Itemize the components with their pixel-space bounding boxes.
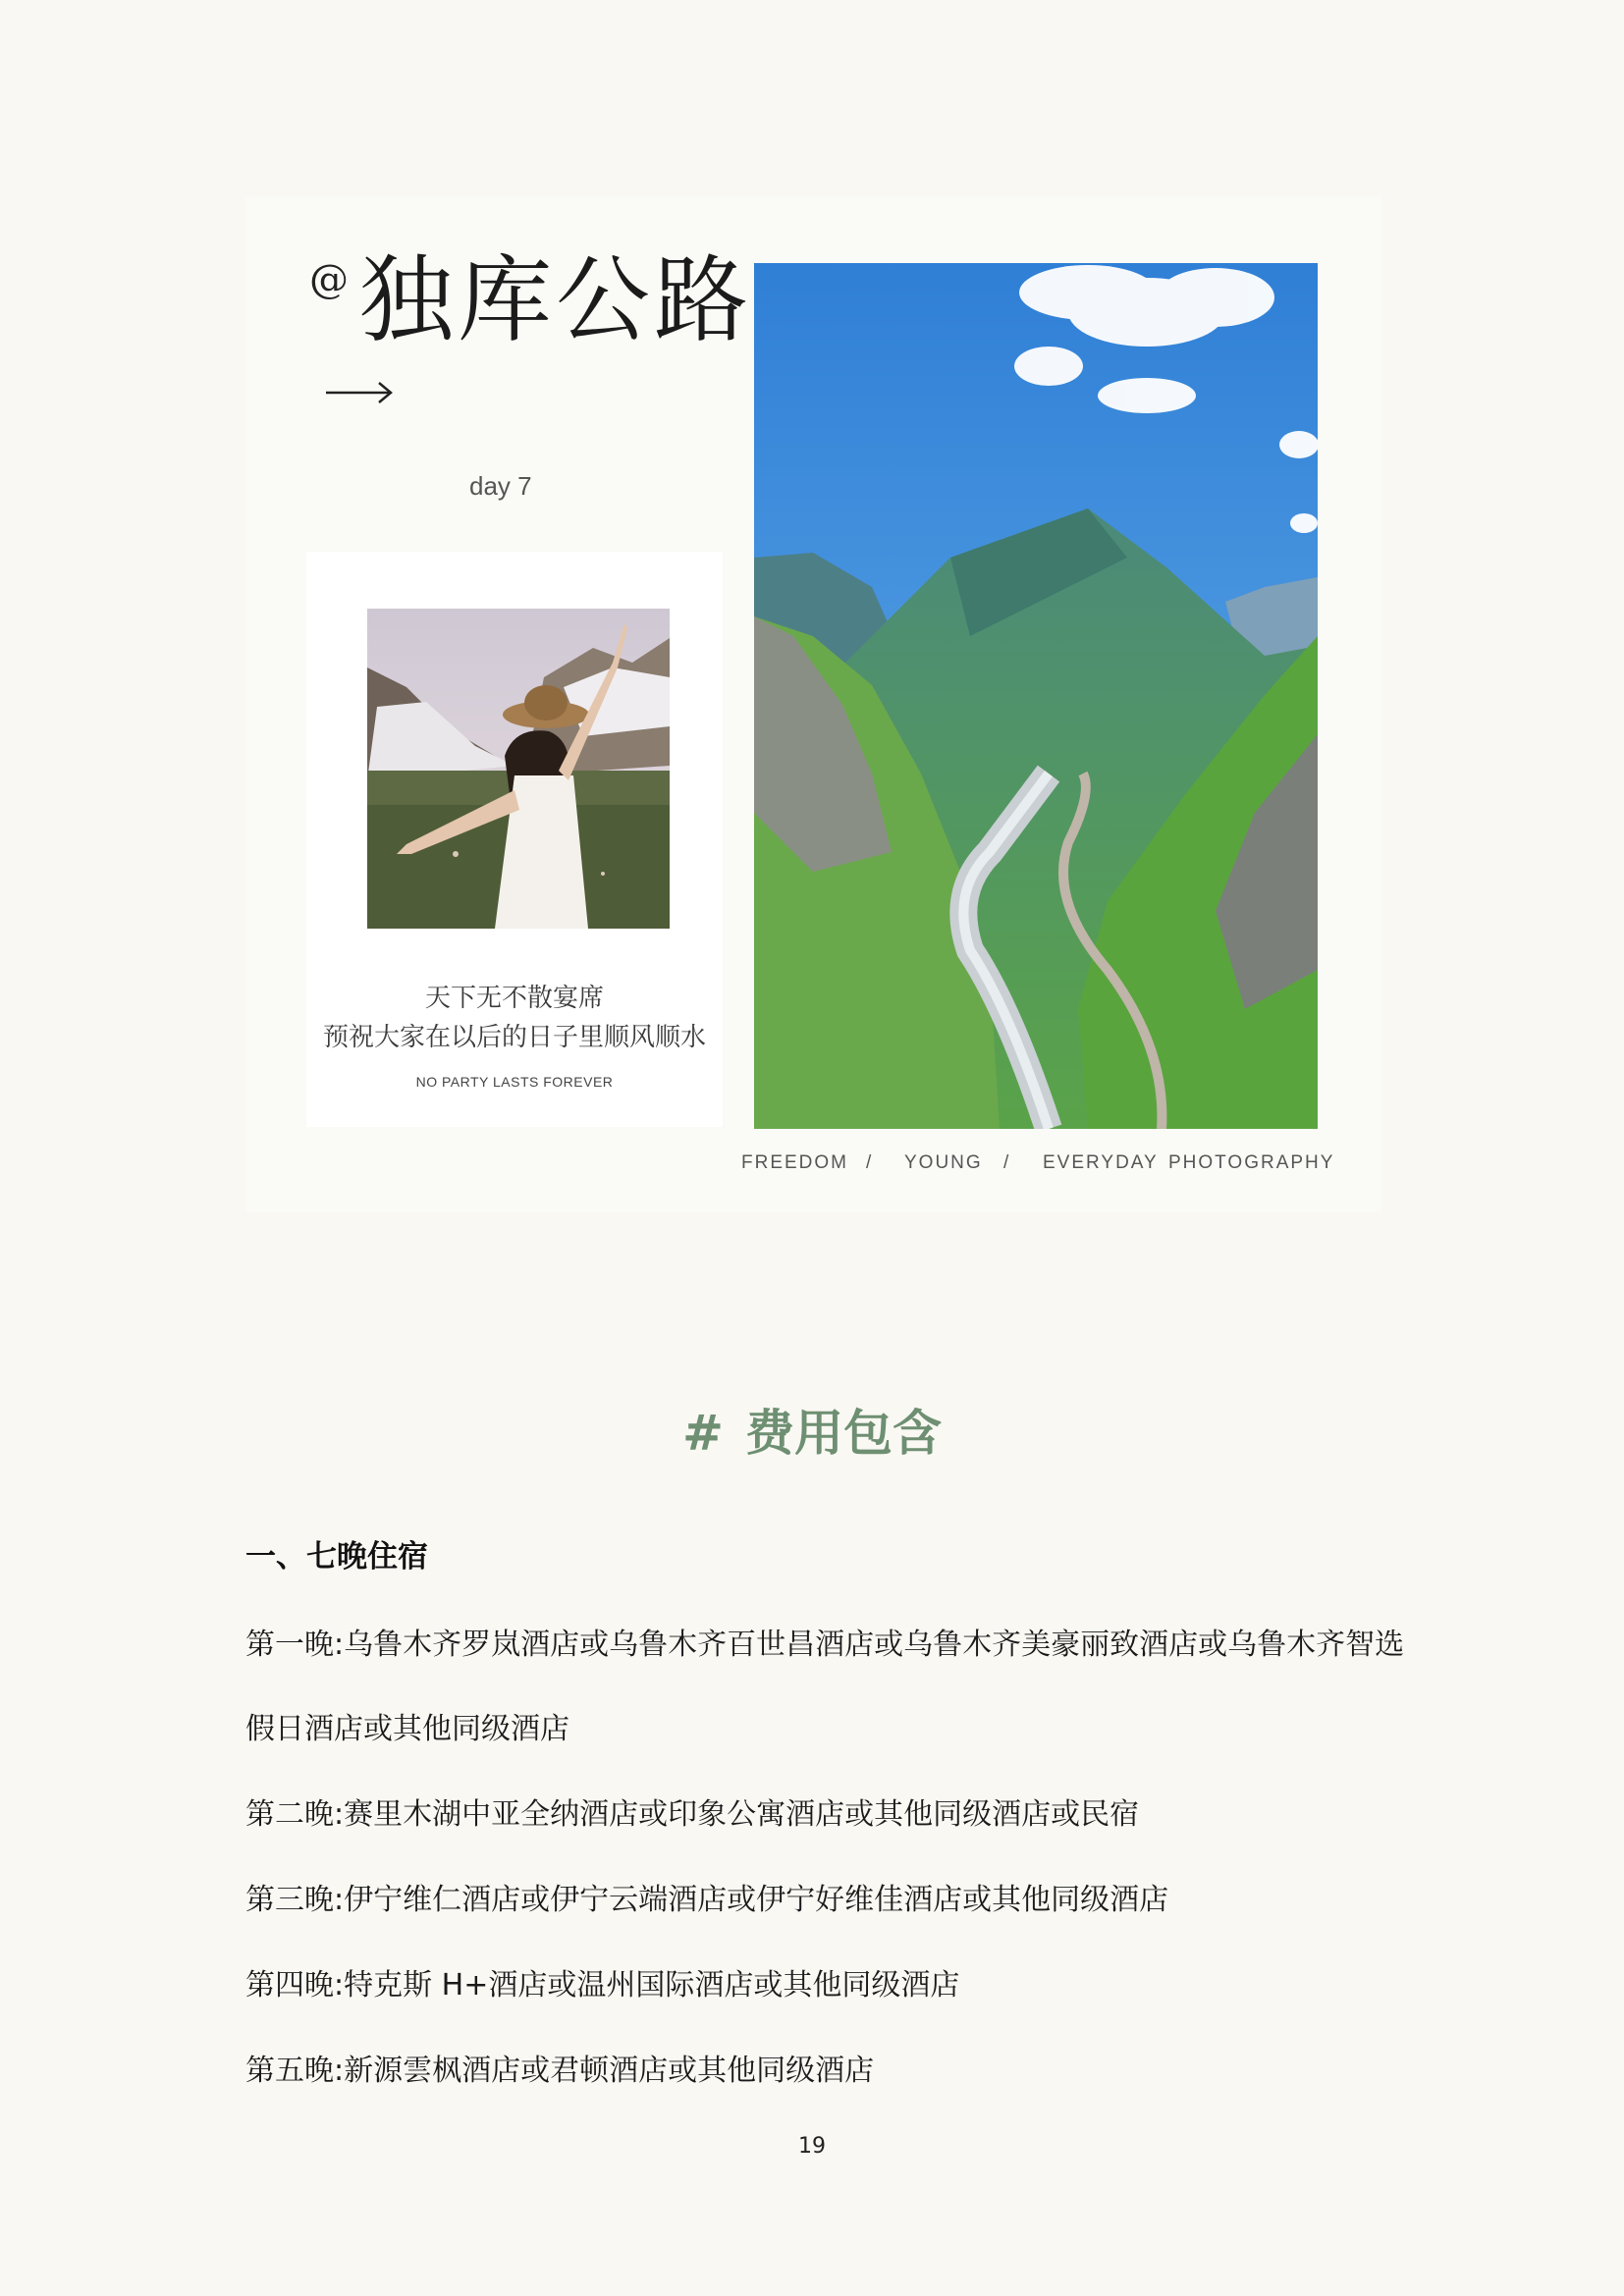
caption-separator: /: [866, 1152, 874, 1173]
section-title: 费用包含: [744, 1405, 942, 1462]
accommodation-line: 第二晚:赛里木湖中亚全纳酒店或印象公寓酒店或其他同级酒店或民宿: [245, 1797, 1140, 1832]
quote-line-1: 天下无不散宴席: [424, 984, 604, 1013]
accommodation-heading: 一、七晚住宿: [245, 1539, 428, 1575]
accommodation-line: 第三晚:伊宁维仁酒店或伊宁云端酒店或伊宁好维佳酒店或其他同级酒店: [245, 1883, 1169, 1917]
duku-highway-photo: [754, 263, 1318, 1129]
accommodation-line: 假日酒店或其他同级酒店: [245, 1712, 569, 1746]
hash-icon: #: [682, 1405, 724, 1462]
section-heading: [0, 1394, 1624, 1465]
woman-mountain-photo: [367, 609, 670, 929]
caption-photography: PHOTOGRAPHY: [1168, 1152, 1335, 1173]
page-title: 独库公路: [359, 245, 752, 355]
accommodation-line: 第五晚:新源雲枫酒店或君顿酒店或其他同级酒店: [245, 2054, 875, 2088]
accommodation-line: 第一晚:乌鲁木齐罗岚酒店或乌鲁木齐百世昌酒店或乌鲁木齐美豪丽致酒店或乌鲁木齐智选: [245, 1628, 1405, 1662]
quote-line-2: 预祝大家在以后的日子里顺风顺水: [322, 1023, 706, 1052]
at-symbol: @: [309, 257, 349, 302]
accommodation-line: 第四晚:特克斯 H+酒店或温州国际酒店或其他同级酒店: [245, 1968, 960, 2002]
caption-separator: /: [1003, 1152, 1011, 1173]
caption-freedom: FREEDOM: [741, 1152, 848, 1173]
caption-everyday: EVERYDAY: [1043, 1152, 1159, 1173]
quote-english: NO PARTY LASTS FOREVER: [415, 1074, 614, 1090]
caption-young: YOUNG: [904, 1152, 983, 1173]
day-label: day 7: [469, 471, 532, 501]
page-number: 19: [798, 2134, 826, 2159]
right-arrow-icon: [324, 378, 395, 407]
